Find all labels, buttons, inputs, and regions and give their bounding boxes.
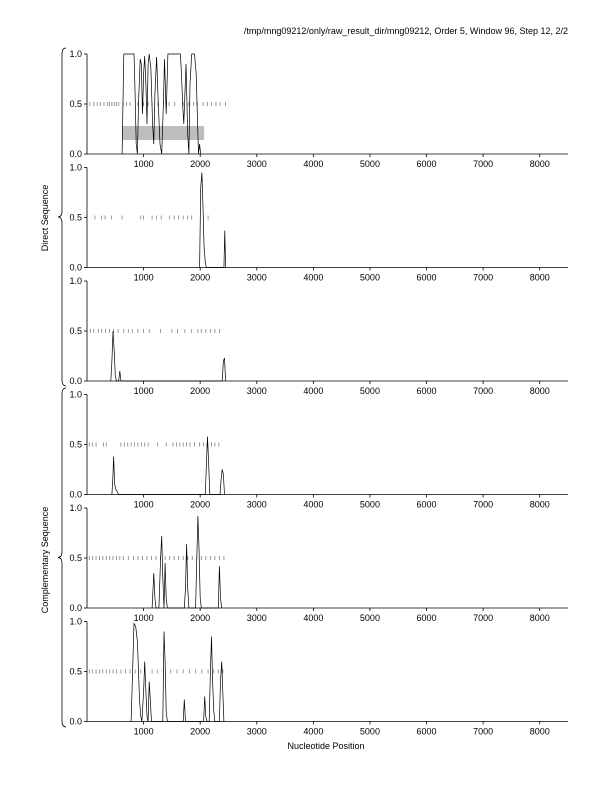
x-tick-label: 1000	[133, 159, 154, 169]
x-tick-label: 6000	[416, 499, 437, 510]
x-tick-label: 1000	[133, 499, 154, 510]
y-tick-label: 0.5	[69, 326, 82, 336]
x-tick-label: 6000	[416, 726, 437, 737]
x-tick-label: 6000	[416, 613, 437, 623]
x-tick-label: 7000	[473, 613, 494, 623]
x-tick-label: 1000	[133, 726, 154, 737]
x-tick-label: 2000	[190, 613, 211, 623]
x-tick-label: 5000	[359, 613, 380, 623]
x-tick-label: 2000	[190, 272, 211, 283]
series-line	[152, 516, 222, 608]
x-tick-label: 5000	[359, 499, 380, 510]
x-tick-label: 2000	[190, 726, 211, 737]
complementary-sequence-brace	[58, 388, 66, 727]
y-tick-label: 1.0	[69, 503, 82, 513]
x-tick-label: 7000	[473, 272, 494, 283]
y-tick-label: 1.0	[69, 276, 82, 286]
y-tick-label: 0.0	[69, 603, 82, 613]
x-tick-label: 3000	[246, 386, 267, 396]
complementary-sequence-label: Complementary Sequence	[40, 506, 50, 614]
panel-direct-frame-1	[69, 49, 568, 169]
x-axis-label: Nucleotide Position	[287, 741, 365, 751]
x-tick-label: 1000	[133, 272, 154, 283]
x-tick-label: 3000	[246, 613, 267, 623]
direct-sequence-brace	[58, 48, 66, 386]
x-tick-label: 8000	[529, 499, 550, 510]
series-line	[200, 173, 226, 268]
panel-complementary-frame-2	[69, 503, 568, 623]
x-tick-label: 4000	[303, 386, 324, 396]
x-tick-label: 8000	[529, 613, 550, 623]
x-tick-label: 4000	[303, 613, 324, 623]
direct-sequence-label: Direct Sequence	[40, 184, 50, 252]
y-tick-label: 1.0	[69, 162, 82, 173]
x-tick-label: 8000	[529, 726, 550, 737]
y-tick-label: 0.0	[69, 376, 82, 386]
x-tick-label: 2000	[190, 386, 211, 396]
group-braces	[58, 48, 66, 727]
panels-container	[69, 49, 568, 737]
x-tick-label: 8000	[529, 386, 550, 396]
highlight-region	[122, 126, 204, 140]
panel-complementary-frame-1	[69, 390, 568, 510]
x-tick-label: 8000	[529, 272, 550, 283]
panel-complementary-frame-3	[69, 617, 568, 737]
x-tick-label: 1000	[133, 386, 154, 396]
chart-title: /tmp/mng09212/only/raw_result_dir/mng09212, Order 5, Window 96, Step 12, 2/2	[243, 26, 568, 36]
y-tick-label: 1.0	[69, 389, 82, 400]
y-tick-label: 0.5	[69, 439, 82, 450]
x-tick-label: 7000	[473, 386, 494, 396]
x-tick-label: 4000	[303, 159, 324, 169]
x-tick-label: 7000	[473, 499, 494, 510]
x-tick-label: 3000	[246, 159, 267, 169]
y-tick-label: 1.0	[69, 49, 82, 59]
series-line	[111, 331, 226, 381]
y-tick-label: 0.5	[69, 553, 82, 563]
y-tick-label: 0.0	[69, 716, 82, 727]
x-tick-label: 7000	[473, 726, 494, 737]
x-tick-label: 8000	[529, 159, 550, 169]
panel-direct-frame-3	[69, 276, 568, 396]
y-tick-label: 0.0	[69, 149, 82, 159]
x-tick-label: 5000	[359, 386, 380, 396]
x-tick-label: 5000	[359, 726, 380, 737]
x-tick-label: 2000	[190, 499, 211, 510]
x-tick-label: 1000	[133, 613, 154, 623]
x-tick-label: 3000	[246, 499, 267, 510]
x-tick-label: 7000	[473, 159, 494, 169]
x-tick-label: 5000	[359, 159, 380, 169]
x-tick-label: 2000	[190, 159, 211, 169]
y-tick-label: 0.5	[69, 212, 82, 223]
x-tick-label: 3000	[246, 726, 267, 737]
y-tick-label: 0.5	[69, 666, 82, 677]
y-tick-label: 1.0	[69, 616, 82, 627]
x-tick-label: 6000	[416, 386, 437, 396]
x-tick-label: 4000	[303, 726, 324, 737]
x-tick-label: 5000	[359, 272, 380, 283]
x-tick-label: 4000	[303, 499, 324, 510]
y-tick-label: 0.0	[69, 262, 82, 273]
y-tick-label: 0.0	[69, 489, 82, 500]
x-tick-label: 3000	[246, 272, 267, 283]
series-line	[131, 624, 224, 722]
y-tick-label: 0.5	[69, 99, 82, 109]
x-tick-label: 6000	[416, 272, 437, 283]
series-line	[112, 437, 225, 495]
x-tick-label: 6000	[416, 159, 437, 169]
panel-direct-frame-2	[69, 163, 568, 283]
x-tick-label: 4000	[303, 272, 324, 283]
